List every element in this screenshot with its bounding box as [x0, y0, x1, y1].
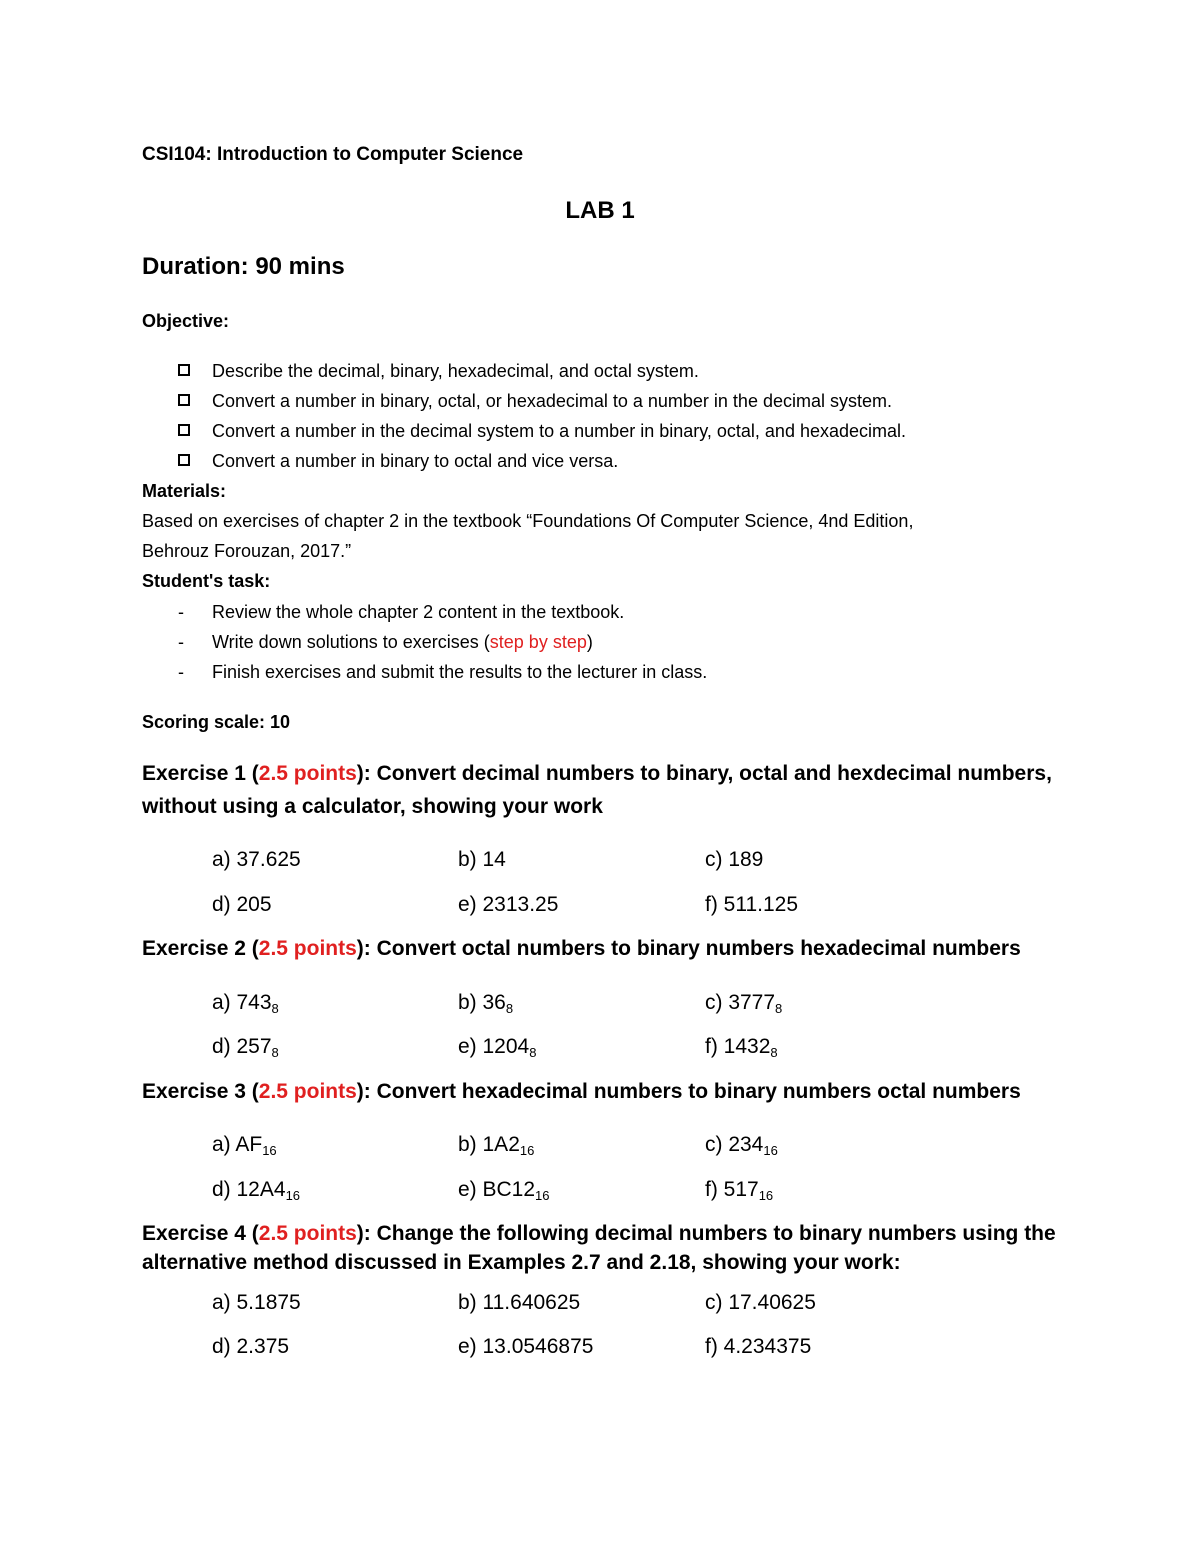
- points-label: 2.5 points: [258, 1080, 357, 1103]
- course-title: CSI104: Introduction to Computer Science: [142, 144, 524, 165]
- checkbox-icon: [178, 364, 190, 376]
- checkbox-icon: [178, 394, 190, 406]
- exercise-item: f) 4.234375: [705, 1335, 812, 1358]
- exercise-item: a) $AF_{16}$: [212, 1133, 277, 1158]
- exercise-item: b) $36_8$: [458, 991, 514, 1016]
- exercise-item: f) 511.125: [705, 893, 799, 916]
- exercise-item: c) 17.40625: [705, 1291, 816, 1314]
- exercise-item: b) $1A2_{16}$: [458, 1133, 535, 1158]
- exercise-2-heading: Exercise 2 (2.5 points): Convert octal numbers to binary numbers hexadecimal numbers: [142, 937, 1021, 960]
- exercise-item: c) $3777_8$: [705, 991, 783, 1016]
- checkbox-icon: [178, 424, 190, 436]
- exercise-4-heading: Exercise 4 (2.5 points): Change the following decimal numbers to binary numbers using the: [142, 1222, 1056, 1245]
- exercise-item: c) $234_{16}$: [705, 1133, 778, 1158]
- exercise-item: a) $743_8$: [212, 991, 279, 1016]
- exercise-item: e) $BC12_{16}$: [458, 1178, 550, 1203]
- materials-line: Based on exercises of chapter 2 in the textbook “Foundations Of Computer Science, 4nd Edition,: [142, 511, 914, 531]
- exercise-item: e) $1204_8$: [458, 1035, 537, 1060]
- exercise-item: d) 205: [212, 893, 272, 916]
- exercise-item: f) $1432_8$: [705, 1035, 778, 1060]
- exercise-item: b) 14: [458, 848, 506, 871]
- exercise-item: b) 11.640625: [458, 1291, 581, 1314]
- dash-bullet-icon: -: [178, 632, 184, 652]
- lab-title: LAB 1: [565, 197, 635, 224]
- exercise-item: e) 2313.25: [458, 893, 559, 916]
- exercise-1-heading-line2: without using a calculator, showing your work: [142, 795, 603, 818]
- exercise-item: a) 37.625: [212, 848, 301, 871]
- checkbox-icon: [178, 454, 190, 466]
- points-label: 2.5 points: [258, 762, 357, 785]
- objective-heading: Objective:: [142, 311, 230, 331]
- step-by-step-emphasis: step by step: [489, 632, 587, 652]
- objective-item: Describe the decimal, binary, hexadecimal, and octal system.: [212, 361, 699, 382]
- scoring-scale: Scoring scale: 10: [142, 712, 291, 732]
- exercise-item: d) $12A4_{16}$: [212, 1178, 301, 1203]
- exercise-4-heading-line2: alternative method discussed in Examples 2.7 and 2.18, showing your work:: [142, 1251, 901, 1274]
- exercise-item: f) $517_{16}$: [705, 1178, 774, 1203]
- exercise-item: a) 5.1875: [212, 1291, 301, 1314]
- dash-bullet-icon: -: [178, 602, 184, 622]
- dash-bullet-icon: -: [178, 662, 184, 682]
- objective-item: Convert a number in binary to octal and vice versa.: [212, 451, 618, 472]
- exercise-3-heading: Exercise 3 (2.5 points): Convert hexadecimal numbers to binary numbers octal numbers: [142, 1080, 1021, 1103]
- task-item: - Finish exercises and submit the results to the lecturer in class.: [178, 662, 708, 682]
- exercise-item: e) 13.0546875: [458, 1335, 594, 1358]
- materials-heading: Materials:: [142, 481, 227, 501]
- task-item: - Review the whole chapter 2 content in the textbook.: [178, 602, 625, 622]
- task-item: - Write down solutions to exercises (step by step): [178, 632, 593, 652]
- objective-item: Convert a number in the decimal system to a number in binary, octal, and hexadecimal.: [212, 421, 906, 442]
- points-label: 2.5 points: [258, 937, 357, 960]
- exercise-1-heading: Exercise 1 (2.5 points): Convert decimal numbers to binary, octal and hexdecimal numbers,: [142, 762, 1052, 785]
- task-heading: Student's task:: [142, 571, 271, 591]
- exercise-item: c) 189: [705, 848, 764, 871]
- points-label: 2.5 points: [258, 1222, 357, 1245]
- exercise-item: d) $257_8$: [212, 1035, 279, 1060]
- materials-line: Behrouz Forouzan, 2017.”: [142, 541, 352, 561]
- duration: Duration: 90 mins: [142, 253, 345, 280]
- objective-item: Convert a number in binary, octal, or hexadecimal to a number in the decimal system.: [212, 391, 892, 412]
- exercise-item: d) 2.375: [212, 1335, 290, 1358]
